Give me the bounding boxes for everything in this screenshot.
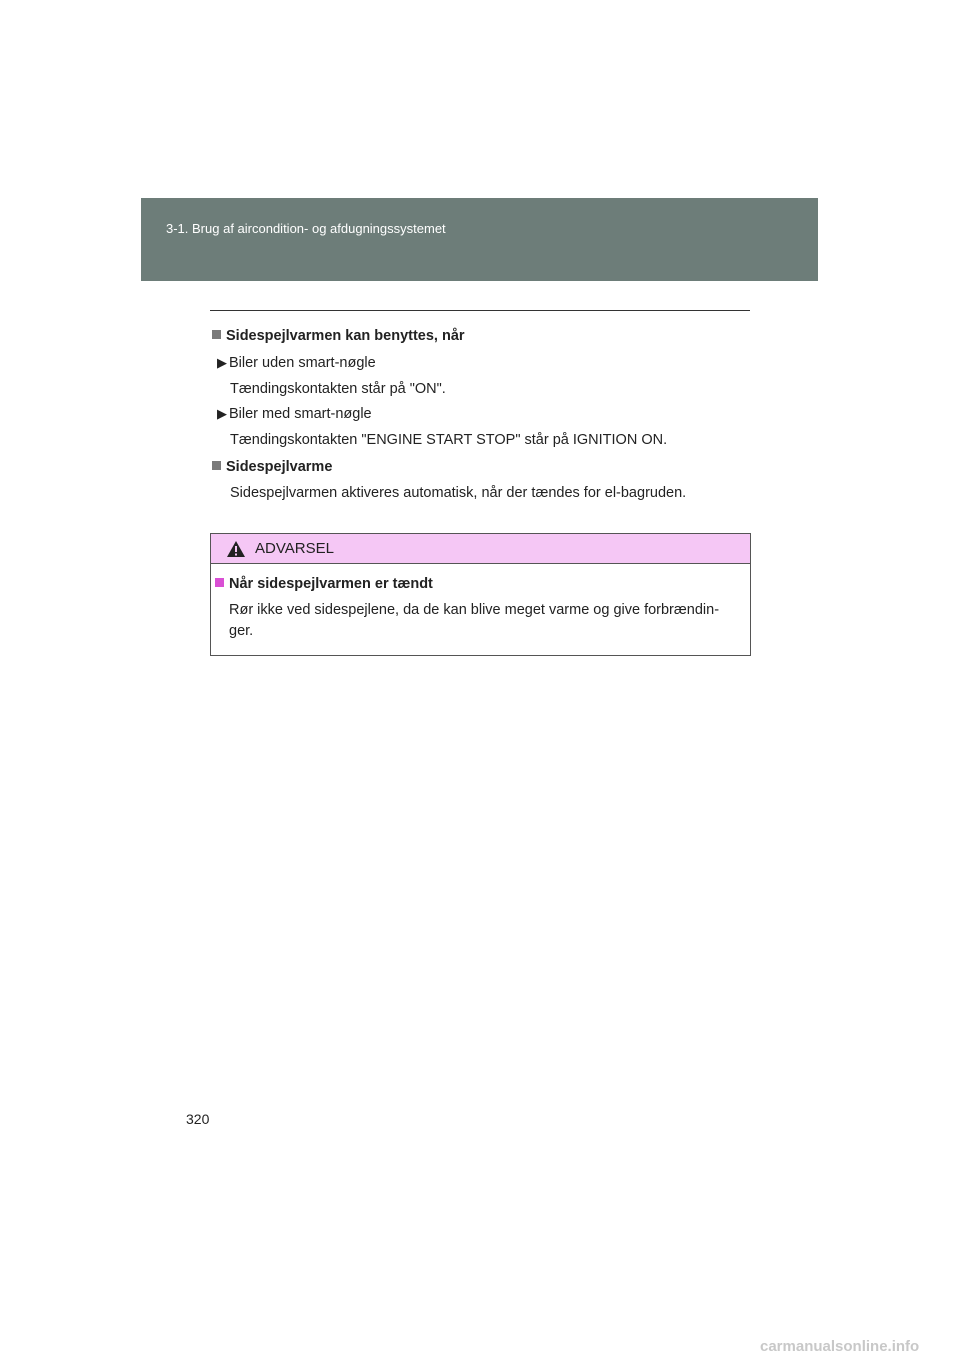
list-item <box>217 355 376 371</box>
warning-box <box>210 533 751 656</box>
square-bullet-icon <box>212 330 221 339</box>
heading-text: Sidespejlvarmen kan benyttes, når <box>226 328 465 344</box>
section-title: 3-1. Brug af aircondition- og afdugningssystemet <box>166 221 446 236</box>
heading-text: Sidespejlvarme <box>226 459 333 475</box>
list-item <box>217 406 372 422</box>
section-header-bar <box>141 198 818 281</box>
item-label: Biler uden smart-nøgle <box>229 355 376 371</box>
item-text: Tændingskontakten står på "ON". <box>230 381 446 397</box>
warning-text: Rør ikke ved sidespejlene, da de kan blive meget varme og give forbrændin- <box>229 602 720 618</box>
square-bullet-icon <box>212 461 221 470</box>
paragraph-text: Sidespejlvarmen aktiveres automatisk, når der tændes for el-bagruden. <box>230 485 687 501</box>
warning-heading-text: Når sidespejlvarmen er tændt <box>229 576 433 592</box>
warning-text: ger. <box>229 623 254 639</box>
warning-header <box>211 534 750 564</box>
warning-heading <box>215 576 433 592</box>
square-bullet-icon <box>215 578 224 587</box>
warning-title: ADVARSEL <box>255 540 334 557</box>
triangle-arrow-icon: ▶ <box>217 406 227 421</box>
triangle-arrow-icon: ▶ <box>217 355 227 370</box>
section-heading <box>212 328 465 344</box>
watermark: carmanualsonline.info <box>760 1338 920 1355</box>
page-number: 320 <box>186 1111 210 1127</box>
divider <box>210 310 750 311</box>
warning-triangle-icon <box>226 540 246 558</box>
section-heading <box>212 459 332 475</box>
item-label: Biler med smart-nøgle <box>229 406 372 422</box>
item-text: Tændingskontakten "ENGINE START STOP" står på IGNITION ON. <box>230 432 668 448</box>
